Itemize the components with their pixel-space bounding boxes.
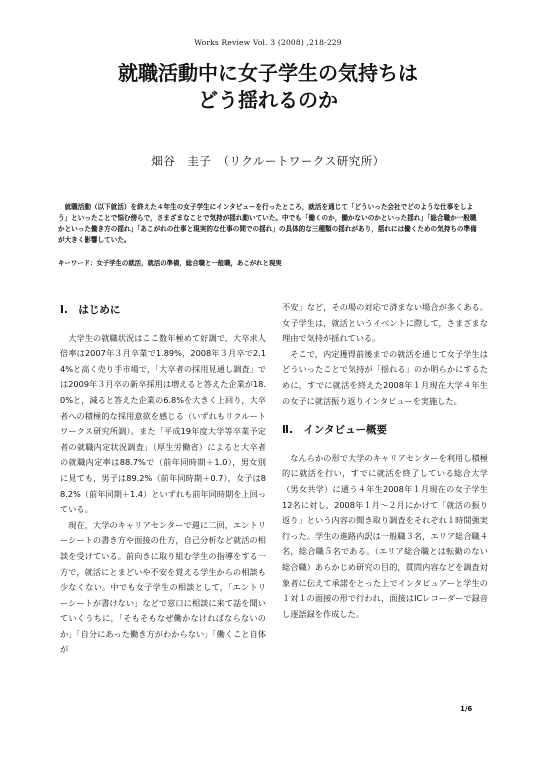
section-heading-introduction: Ⅰ. はじめに [60, 304, 121, 316]
right-column [282, 300, 488, 622]
paragraph: 不安」など，その場の対応で済まない場合が多くある。女子学生は，就活というイベントに際して，さまざまな理由で気持が揺れている。 [282, 302, 488, 344]
left-column [60, 303, 266, 658]
paragraph: 現在，大学のキャリアセンターで週に二回，エントリーシートの書き方や面接の仕方，自己分析など就活の相談を受けている。前向きに取り組む学生の指導をする一方で，就活にとまどいや不安を覚える学生からの相談も少なくない。中でも女子学生の相談として，「エントリーシートが書けない」などで窓口に相談に来て話を聞いていくうちに，「そもそもなぜ働かなければならないのか」「自分にあった働き方がわからない」「働くこと自体が [60, 519, 266, 655]
page-number: 1/6 [460, 705, 473, 713]
journal-header: Works Review Vol. 3 (2008) ,218-229 [194, 38, 342, 47]
title-line-1: 就職活動中に女子学生の気持ちは [118, 61, 418, 85]
paragraph: 大学生の就職状況はここ数年極めて好調で，大卒求人倍率は2007年３月卒業で1.89%，2008年３月卒で2.14%と高く売り手市場で，「大卒者の採用見通し調査」では2009年３月卒の新卒採用は増えると答えた企業が18.0%と，減ると答えた企業の6.8%を大きく上回り，大卒者への積極的な採用意欲を感じる（いずれもリクルートワークス研究所調）。また「平成19年度大学等卒業予定者の就職内定状況調査」（厚生労働省）によると大卒者の就職内定率は88.7%で（前年同時期＋1.0），男女別に見ても，男子は89.2%（前年同時期＋0.7），女子は88.2%（前年同期＋1.4）といずれも前年同時期を上回っている。 [60, 332, 266, 515]
paragraph: そこで，内定獲得前後までの就活を通じて女子学生はどういったことで気持が「揺れる」のか明らかにするために，すでに就活を終えた2008年１月現在大学４年生の女子に就活振り返りインタビューを実施した。 [282, 348, 488, 406]
paragraph: なんらかの形で大学のキャリアセンターを利用し積極的に就活を行い，すでに就活を終了している総合大学（男女共学）に通う４年生2008年１月現在の女子学生12名に対し，2008年１月～２月にかけて「就活の振り返り」という内容の聞き取り調査をそれぞれ１時間強実行った。学生の進路内訳は一般職３名，エリア総合職４名，総合職５名である。（エリア総合職とは転勤のない総合職）あらかじめ研究の目的，質問内容などを調査対象者に伝えて承諾をとった上でインタビュアーと学生の１対１の面接の形で行われ，面接はICレコーダーで録音し逐語録を作成した。 [282, 452, 488, 619]
keywords: キーワード：女子学生の就活，就活の準備，総合職と一般職，あこがれと現実 [58, 259, 282, 267]
section-heading-interview-overview: Ⅱ. インタビュー概要 [282, 424, 387, 437]
abstract [58, 202, 478, 246]
author-line: 畑谷 圭子 （リクルートワークス研究所） [151, 154, 385, 168]
abstract-text: 就職活動（以下就活）を終えた４年生の女子学生にインタビューを行ったところ，就活を通じて「どういった会社でどのような仕事をしよう」といったことで悩む傍らで，さまざまなことで気持が揺れ動いていた。中でも「働くのか，働かないのかといった揺れ」「総合職か一般職かといった働き方の揺れ」「あこがれの仕事と現実的な仕事の間での揺れ」の具体的な三種類の揺れがあり，揺れには働くための気持ちの準備が大きく影響していた。 [58, 203, 477, 244]
paper-title [0, 60, 536, 114]
title-line-2: どう揺れるのか [198, 88, 338, 112]
